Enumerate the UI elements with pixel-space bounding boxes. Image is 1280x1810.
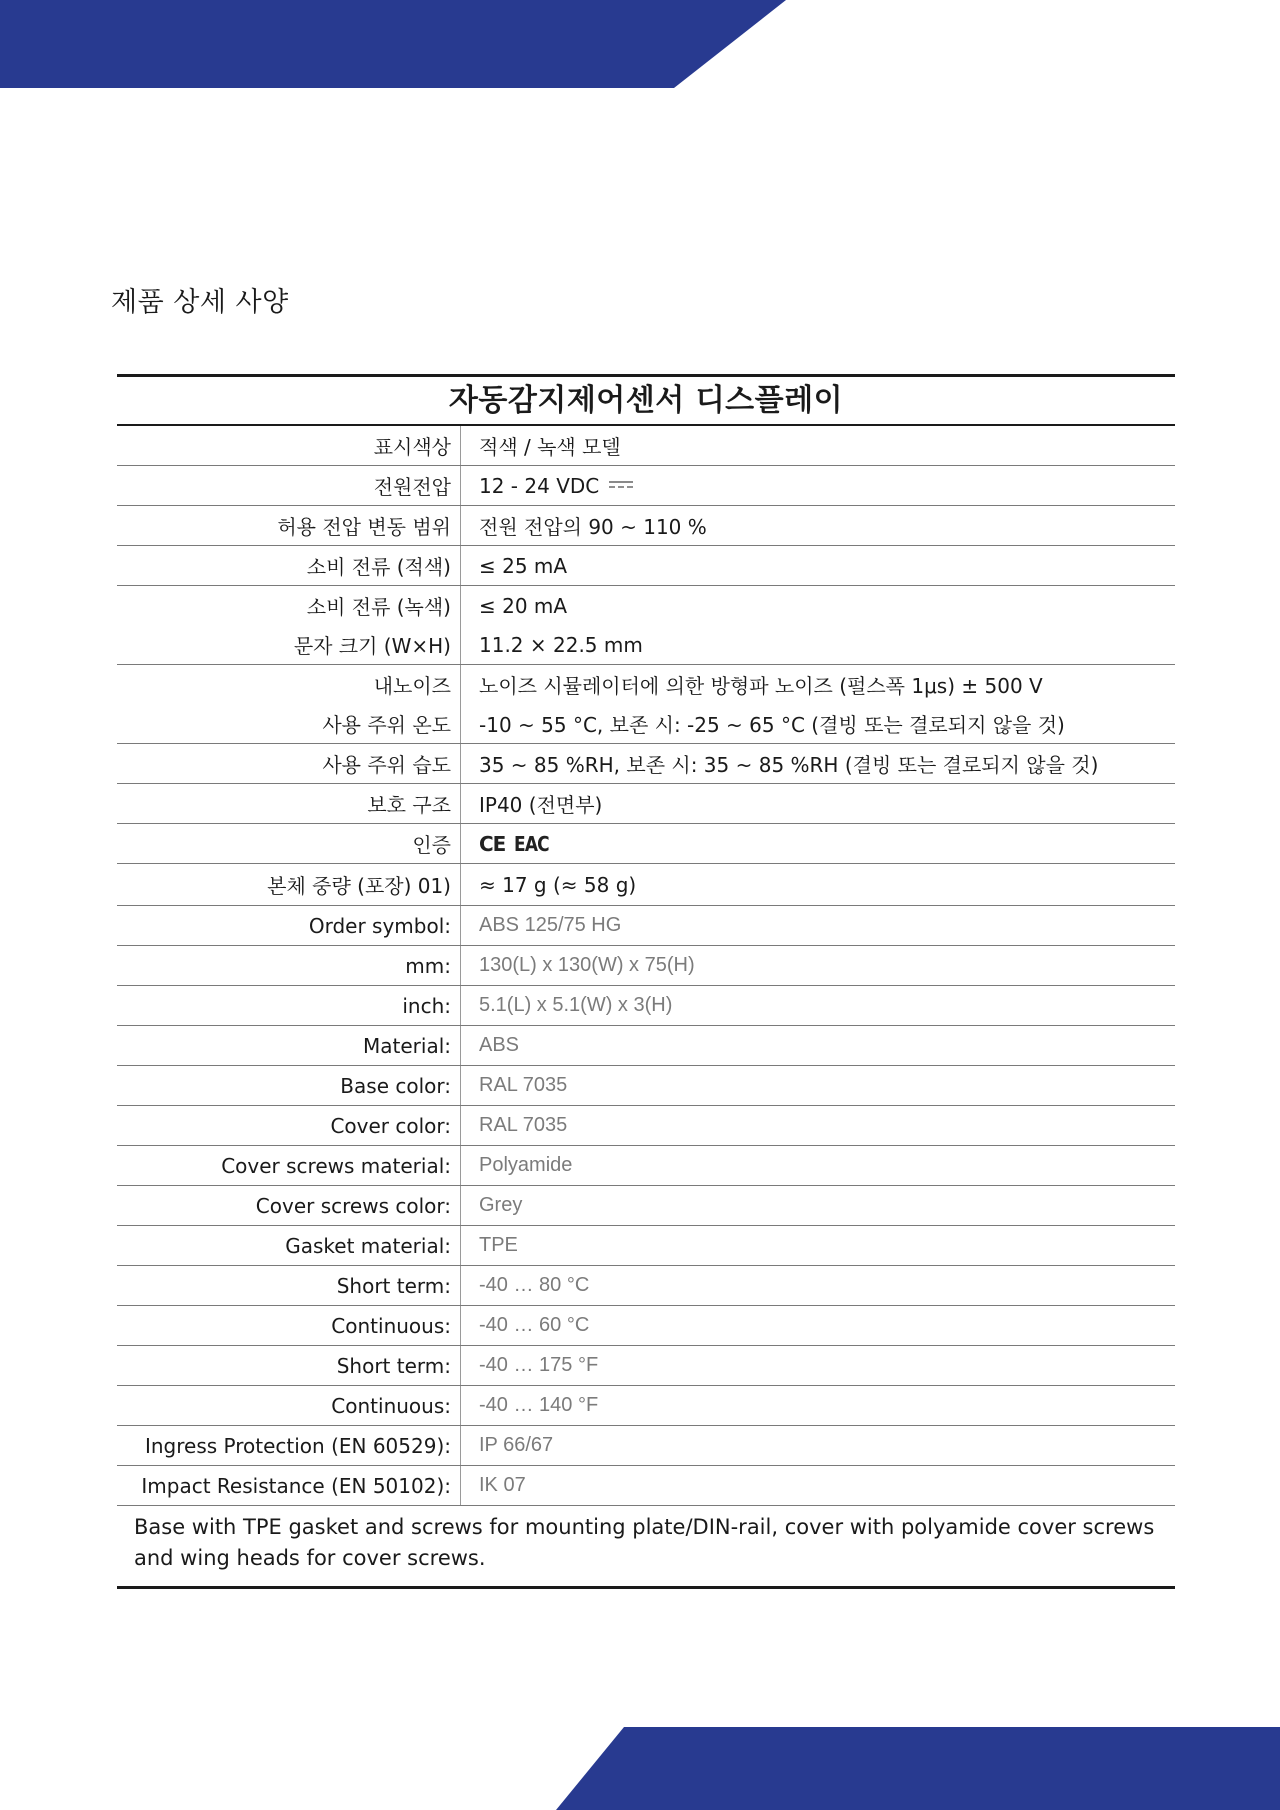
detail-row: [117, 1026, 1175, 1066]
detail-value: RAL 7035: [461, 1066, 1176, 1106]
spec-label: 사용 주위 온도: [117, 704, 461, 744]
spec-label: 소비 전류 (적색): [117, 546, 461, 586]
spec-label: 허용 전압 변동 범위: [117, 506, 461, 546]
detail-row: [117, 946, 1175, 986]
eac-mark-icon: EAC: [514, 832, 550, 857]
detail-row: [117, 1466, 1175, 1506]
detail-row: [117, 1346, 1175, 1386]
spec-value: ≤ 25 mA: [461, 546, 1176, 586]
detail-label: Gasket material:: [117, 1226, 461, 1266]
spec-value-cell: [461, 466, 1176, 506]
detail-label: mm:: [117, 946, 461, 986]
spec-value: 12 - 24 VDC: [479, 473, 600, 498]
spec-row: [117, 546, 1175, 586]
detail-label: Cover color:: [117, 1106, 461, 1146]
spec-note: Base with TPE gasket and screws for mounting plate/DIN-rail, cover with polyamide cover screws and wing heads for cover screws.: [117, 1506, 1175, 1589]
spec-label: 본체 중량 (포장) 01): [117, 864, 461, 906]
spec-value: ≈ 17 g (≈ 58 g): [461, 864, 1176, 906]
spec-table-title: 자동감지제어센서 디스플레이: [117, 374, 1175, 426]
spec-sheet: [117, 374, 1175, 1589]
detail-value: Polyamide: [461, 1146, 1176, 1186]
detail-label: Cover screws color:: [117, 1186, 461, 1226]
spec-row: [117, 426, 1175, 466]
spec-value: ≤ 20 mA: [461, 586, 1176, 626]
spec-value: 11.2 × 22.5 mm: [461, 625, 1176, 665]
detail-value: RAL 7035: [461, 1106, 1176, 1146]
footer-accent-band: [556, 1727, 1280, 1810]
detail-value: 130(L) x 130(W) x 75(H): [461, 946, 1176, 986]
spec-row: [117, 466, 1175, 506]
detail-row: [117, 1186, 1175, 1226]
detail-row: [117, 1106, 1175, 1146]
detail-value: TPE: [461, 1226, 1176, 1266]
spec-value-cell: [461, 824, 1176, 864]
spec-table: [117, 426, 1175, 1506]
spec-row: [117, 704, 1175, 744]
detail-label: Material:: [117, 1026, 461, 1066]
spec-label: 표시색상: [117, 426, 461, 466]
detail-value: ABS: [461, 1026, 1176, 1066]
spec-label: 전원전압: [117, 466, 461, 506]
detail-value: Grey: [461, 1186, 1176, 1226]
detail-label: Base color:: [117, 1066, 461, 1106]
detail-value: 5.1(L) x 5.1(W) x 3(H): [461, 986, 1176, 1026]
detail-value: IK 07: [461, 1466, 1176, 1506]
dc-symbol-icon: [609, 481, 633, 489]
detail-row: [117, 906, 1175, 946]
detail-label: Short term:: [117, 1266, 461, 1306]
page-title: 제품 상세 사양: [111, 287, 289, 319]
detail-label: Short term:: [117, 1346, 461, 1386]
detail-label: Cover screws material:: [117, 1146, 461, 1186]
detail-value: IP 66/67: [461, 1426, 1176, 1466]
detail-label: Ingress Protection (EN 60529):: [117, 1426, 461, 1466]
detail-row: [117, 1066, 1175, 1106]
spec-row: [117, 824, 1175, 864]
detail-value: ABS 125/75 HG: [461, 906, 1176, 946]
detail-value: -40 … 175 °F: [461, 1346, 1176, 1386]
detail-row: [117, 986, 1175, 1026]
spec-value: 적색 / 녹색 모델: [461, 426, 1176, 466]
spec-label: 소비 전류 (녹색): [306, 595, 451, 619]
spec-label: 사용 주위 습도: [117, 744, 461, 784]
detail-row: [117, 1226, 1175, 1266]
detail-label: Impact Resistance (EN 50102):: [117, 1466, 461, 1506]
spec-row: [117, 586, 1175, 626]
detail-row: [117, 1386, 1175, 1426]
ce-mark-icon: CE: [479, 832, 506, 857]
detail-label: inch:: [117, 986, 461, 1026]
detail-value: -40 … 80 °C: [461, 1266, 1176, 1306]
certification-marks: [479, 832, 552, 856]
detail-row: [117, 1266, 1175, 1306]
spec-row: [117, 625, 1175, 665]
spec-value: 전원 전압의 90 ~ 110 %: [461, 506, 1176, 546]
spec-label: 보호 구조: [117, 784, 461, 824]
spec-row: [117, 506, 1175, 546]
detail-label: Order symbol:: [117, 906, 461, 946]
spec-label: 인증: [117, 824, 461, 864]
spec-row: [117, 665, 1175, 705]
header-accent-band: [0, 0, 786, 88]
spec-row: [117, 864, 1175, 906]
detail-row: [117, 1306, 1175, 1346]
detail-label: Continuous:: [117, 1386, 461, 1426]
spec-row: [117, 784, 1175, 824]
detail-value: -40 … 140 °F: [461, 1386, 1176, 1426]
spec-value: 노이즈 시뮬레이터에 의한 방형파 노이즈 (펄스폭 1μs) ± 500 V: [461, 665, 1176, 705]
spec-row: [117, 744, 1175, 784]
spec-value: -10 ~ 55 °C, 보존 시: -25 ~ 65 °C (결빙 또는 결로되지 않을 것): [461, 704, 1176, 744]
spec-label: 내노이즈: [373, 674, 451, 698]
detail-label: Continuous:: [117, 1306, 461, 1346]
spec-value: 35 ~ 85 %RH, 보존 시: 35 ~ 85 %RH (결빙 또는 결로되지 않을 것): [461, 744, 1176, 784]
detail-value: -40 … 60 °C: [461, 1306, 1176, 1346]
detail-row: [117, 1426, 1175, 1466]
spec-value: IP40 (전면부): [461, 784, 1176, 824]
spec-label: 문자 크기 (W×H): [117, 625, 461, 665]
detail-row: [117, 1146, 1175, 1186]
